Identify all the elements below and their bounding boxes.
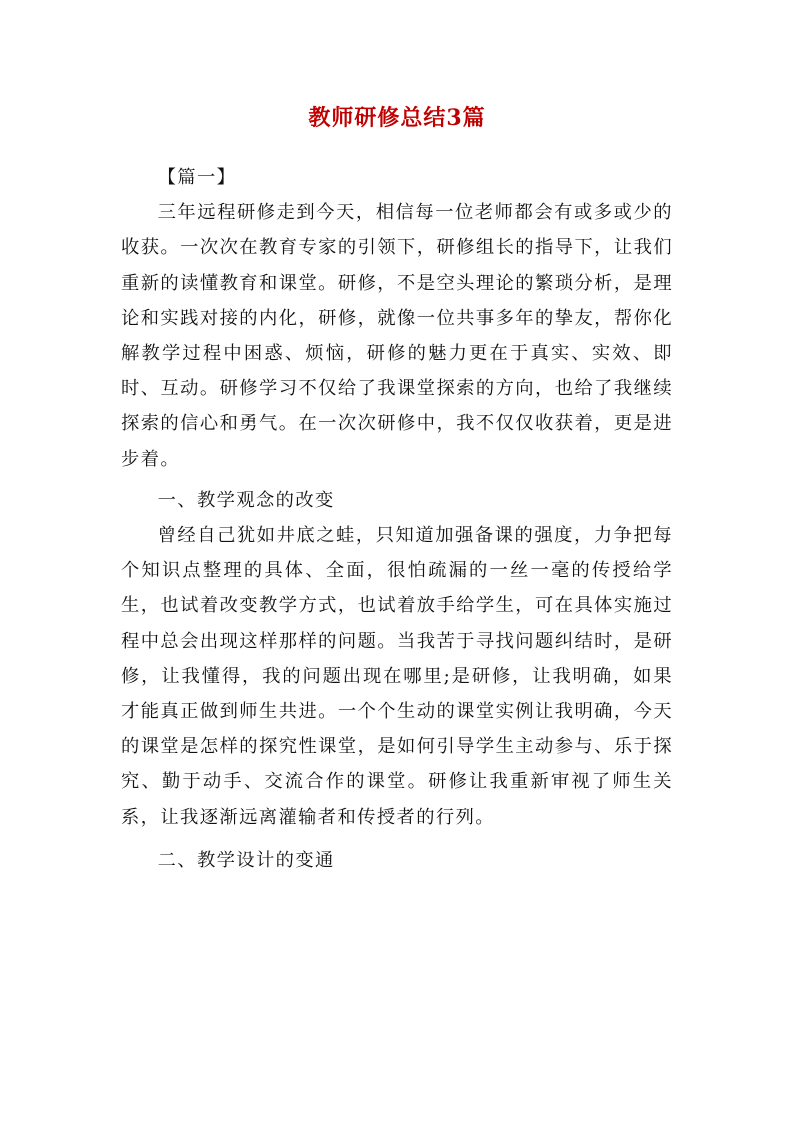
- body-paragraph: 曾经自己犹如井底之蛙，只知道加强备课的强度，力争把每个知识点整理的具体、全面，很怕疏漏的一丝一毫的传授给学生，也试着改变教学方式，也试着放手给学生，可在具体实施过程中总会出现这样那样的问题。当我苦于寻找问题纠结时，是研修，让我懂得，我的问题出现在哪里;是研修，让我明确，如果才能真正做到师生共进。一个个生动的课堂实例让我明确，今天的课堂是怎样的探究性课堂，是如何引导学生主动参与、乐于探究、勤于动手、交流合作的课堂。研修让我重新审视了师生关系，让我逐渐远离灌输者和传授者的行列。: [121, 525, 673, 828]
- section-label: 【篇一】: [157, 167, 237, 188]
- document-title: 教师研修总结3篇: [308, 105, 486, 131]
- subsection-heading: 一、教学观念的改变: [157, 489, 335, 511]
- body-paragraph: 三年远程研修走到今天，相信每一位老师都会有或多或少的收获。一次次在教育专家的引领下，研修组长的指导下，让我们重新的读懂教育和课堂。研修，不是空头理论的繁琐分析，是理论和实践对接的内化，研修，就像一位共事多年的挚友，帮你化解教学过程中困惑、烦恼，研修的魅力更在于真实、实效、即时、互动。研修学习不仅给了我课堂探索的方向，也给了我继续探索的信心和勇气。在一次次研修中，我不仅仅收获着，更是进步着。: [121, 202, 673, 470]
- subsection-heading: 二、教学设计的变通: [157, 849, 335, 871]
- document-body: [121, 160, 673, 878]
